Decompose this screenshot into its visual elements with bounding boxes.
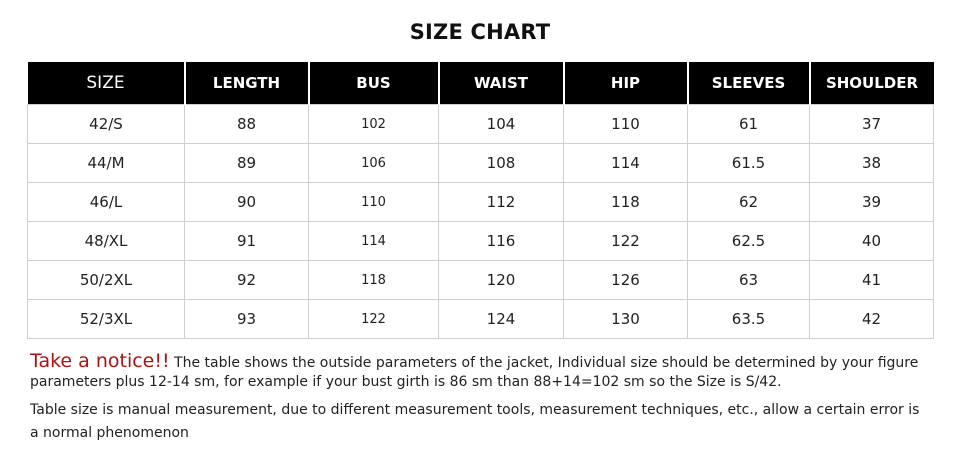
column-header-length: LENGTH	[185, 62, 309, 105]
table-header-row	[28, 62, 934, 105]
notice-paragraph	[30, 352, 940, 392]
cell-waist: 112	[439, 183, 564, 222]
table-row	[28, 222, 934, 261]
column-header-shoulder: SHOULDER	[810, 62, 934, 105]
cell-sleeves: 63.5	[688, 300, 810, 339]
cell-sleeves: 62.5	[688, 222, 810, 261]
cell-bus: 102	[309, 105, 439, 144]
table-row	[28, 183, 934, 222]
cell-length: 91	[185, 222, 309, 261]
cell-size: 50/2XL	[28, 261, 185, 300]
cell-waist: 124	[439, 300, 564, 339]
cell-length: 90	[185, 183, 309, 222]
cell-waist: 116	[439, 222, 564, 261]
cell-shoulder: 40	[810, 222, 934, 261]
cell-bus: 122	[309, 300, 439, 339]
column-header-hip: HIP	[564, 62, 688, 105]
cell-size: 46/L	[28, 183, 185, 222]
cell-bus: 114	[309, 222, 439, 261]
cell-sleeves: 63	[688, 261, 810, 300]
cell-bus: 110	[309, 183, 439, 222]
cell-sleeves: 61.5	[688, 144, 810, 183]
cell-size: 48/XL	[28, 222, 185, 261]
cell-shoulder: 38	[810, 144, 934, 183]
table-row	[28, 144, 934, 183]
cell-hip: 114	[564, 144, 688, 183]
cell-length: 88	[185, 105, 309, 144]
cell-hip: 130	[564, 300, 688, 339]
cell-waist: 108	[439, 144, 564, 183]
cell-length: 93	[185, 300, 309, 339]
cell-shoulder: 41	[810, 261, 934, 300]
cell-bus: 106	[309, 144, 439, 183]
column-header-size: SIZE	[28, 62, 185, 105]
cell-hip: 118	[564, 183, 688, 222]
table-row	[28, 261, 934, 300]
cell-size: 42/S	[28, 105, 185, 144]
size-chart-table	[27, 62, 934, 339]
cell-bus: 118	[309, 261, 439, 300]
page-title: SIZE CHART	[409, 20, 551, 44]
cell-shoulder: 42	[810, 300, 934, 339]
cell-hip: 110	[564, 105, 688, 144]
cell-shoulder: 39	[810, 183, 934, 222]
cell-waist: 120	[439, 261, 564, 300]
measurement-note: Table size is manual measurement, due to different measurement tools, measurement techniques, etc., allow a certain error is a normal phenomenon	[30, 402, 920, 441]
notice-lead: Take a notice!!	[30, 350, 170, 372]
cell-sleeves: 61	[688, 105, 810, 144]
column-header-waist: WAIST	[439, 62, 564, 105]
table-row	[28, 300, 934, 339]
cell-sleeves: 62	[688, 183, 810, 222]
notice-text: The table shows the outside parameters of the jacket, Individual size should be determined by your figure parameters plus 12-14 sm, for example if your bust girth is 86 sm than 88+14=102 sm so the Size is S/42.	[30, 355, 919, 390]
cell-shoulder: 37	[810, 105, 934, 144]
column-header-bus: BUS	[309, 62, 439, 105]
cell-waist: 104	[439, 105, 564, 144]
cell-size: 44/M	[28, 144, 185, 183]
column-header-sleeves: SLEEVES	[688, 62, 810, 105]
table-row	[28, 105, 934, 144]
cell-size: 52/3XL	[28, 300, 185, 339]
cell-hip: 126	[564, 261, 688, 300]
cell-length: 92	[185, 261, 309, 300]
cell-hip: 122	[564, 222, 688, 261]
cell-length: 89	[185, 144, 309, 183]
